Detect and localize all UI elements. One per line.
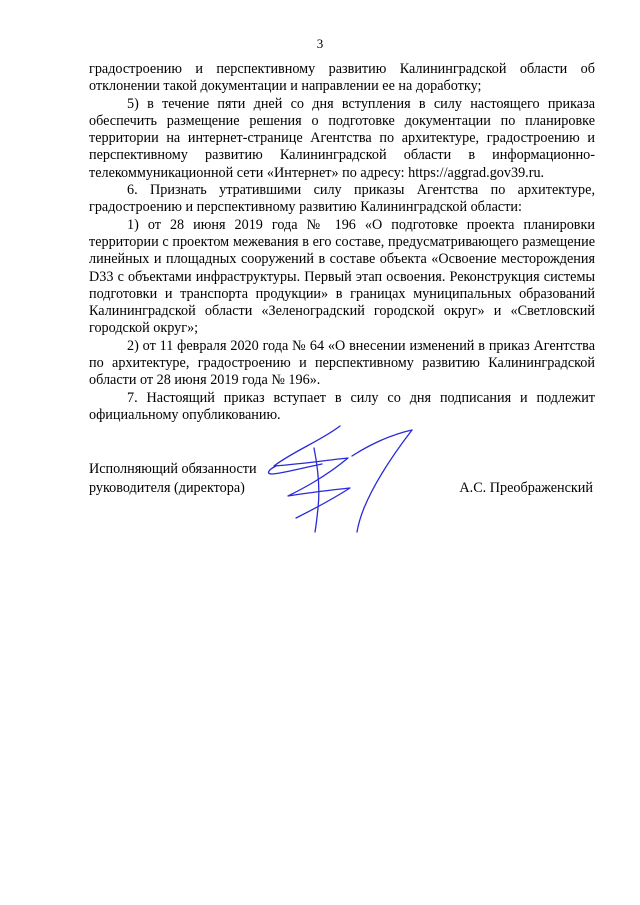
signatory-position	[89, 460, 257, 498]
paragraph-item-5: 5) в течение пяти дней со дня вступления в силу настоящего приказа обеспечить размещение решения о подготовке документации по планировке территории на интернет-странице Агентства по архитектуре, градостроению и перспективному развитию Калининградской области в информационно-телекоммуникационной сети «Интернет» по адресу: https://aggrad.gov39.ru.	[89, 95, 595, 181]
document-body	[89, 61, 595, 424]
handwritten-signature	[262, 418, 422, 538]
paragraph-item-6: 6. Признать утратившими силу приказы Агентства по архитектуре, градостроению и перспективному развитию Калининградской области:	[89, 182, 595, 216]
page-number: 3	[316, 36, 324, 51]
paragraph-continuation: градостроению и перспективному развитию Калининградской области об отклонении такой документации и направлении ее на доработку;	[89, 61, 595, 95]
signatory-name: А.С. Преображенский	[459, 480, 593, 496]
signatory-position-line2: руководителя (директора)	[89, 480, 245, 496]
paragraph-subitem-2: 2) от 11 февраля 2020 года № 64 «О внесении изменений в приказ Агентства по архитектуре, градостроению и перспективному развитию Калининградской области от 28 июня 2019 года № 196».	[89, 337, 595, 389]
signatory-position-line1: Исполняющий обязанности	[89, 461, 257, 477]
paragraph-subitem-1: 1) от 28 июня 2019 года № 196 «О подготовке проекта планировки территории с проектом межевания в его составе, предусматривающего размещение линейных и площадных сооружений в составе объекта «Освоение месторождения D33 с объектами инфраструктуры. Первый этап освоения. Реконструкция системы подготовки и транспорта продукции» в границах муниципальных образований Калининградской области «Зеленоградский городской округ» и «Светловский городской округ»;	[89, 216, 595, 337]
paragraph-item-7: 7. Настоящий приказ вступает в силу со дня подписания и подлежит официальному опубликованию.	[89, 389, 595, 423]
